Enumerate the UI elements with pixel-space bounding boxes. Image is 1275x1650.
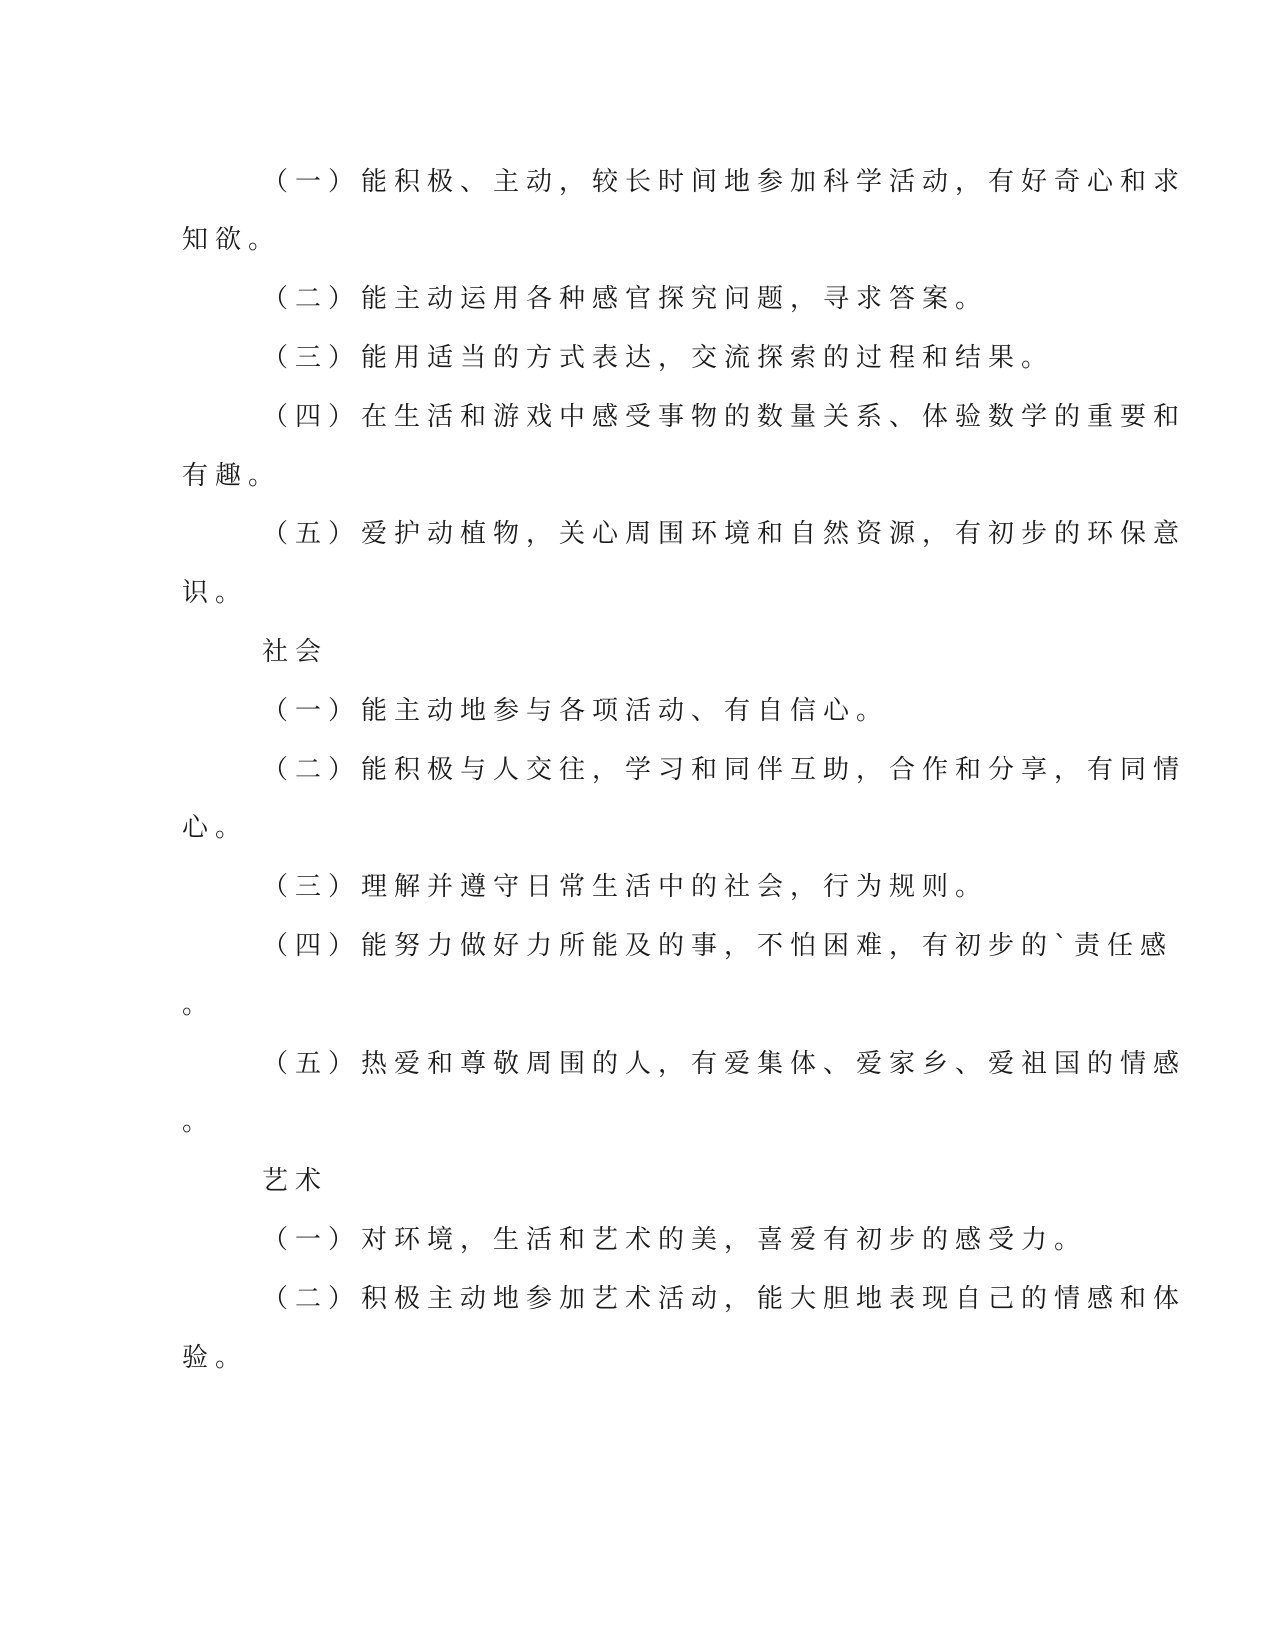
science-item-1: （一）能积极、主动，较长时间地参加科学活动，有好奇心和求 [262, 167, 1187, 197]
section-heading-social: 社会 [262, 637, 329, 667]
art-item-2-cont: 验。 [182, 1343, 249, 1373]
social-item-2-cont: 心。 [182, 813, 249, 843]
science-item-4: （四）在生活和游戏中感受事物的数量关系、体验数学的重要和 [262, 402, 1187, 432]
science-item-4-cont: 有趣。 [182, 461, 282, 491]
science-item-2: （二）能主动运用各种感官探究问题，寻求答案。 [262, 284, 989, 314]
science-item-5: （五）爱护动植物，关心周围环境和自然资源，有初步的环保意 [262, 519, 1187, 549]
science-item-5-cont: 识。 [182, 578, 249, 608]
science-item-1-cont: 知欲。 [182, 225, 282, 255]
social-item-3: （三）理解并遵守日常生活中的社会，行为规则。 [262, 872, 989, 902]
science-item-3: （三）能用适当的方式表达，交流探索的过程和结果。 [262, 343, 1055, 373]
document-page [182, 150, 1187, 1590]
section-heading-art: 艺术 [262, 1166, 329, 1196]
art-item-2: （二）积极主动地参加艺术活动，能大胆地表现自己的情感和体 [262, 1284, 1187, 1314]
social-item-4-cont: 。 [182, 990, 216, 1020]
social-item-5-cont: 。 [182, 1107, 216, 1137]
social-item-5: （五）热爱和尊敬周围的人，有爱集体、爱家乡、爱祖国的情感 [262, 1049, 1187, 1079]
social-item-1: （一）能主动地参与各项活动、有自信心。 [262, 696, 890, 726]
art-item-1: （一）对环境，生活和艺术的美，喜爱有初步的感受力。 [262, 1225, 1088, 1255]
social-item-2: （二）能积极与人交往，学习和同伴互助，合作和分享，有同情 [262, 755, 1187, 785]
social-item-4: （四）能努力做好力所能及的事，不怕困难，有初步的`责任感 [262, 931, 1174, 961]
